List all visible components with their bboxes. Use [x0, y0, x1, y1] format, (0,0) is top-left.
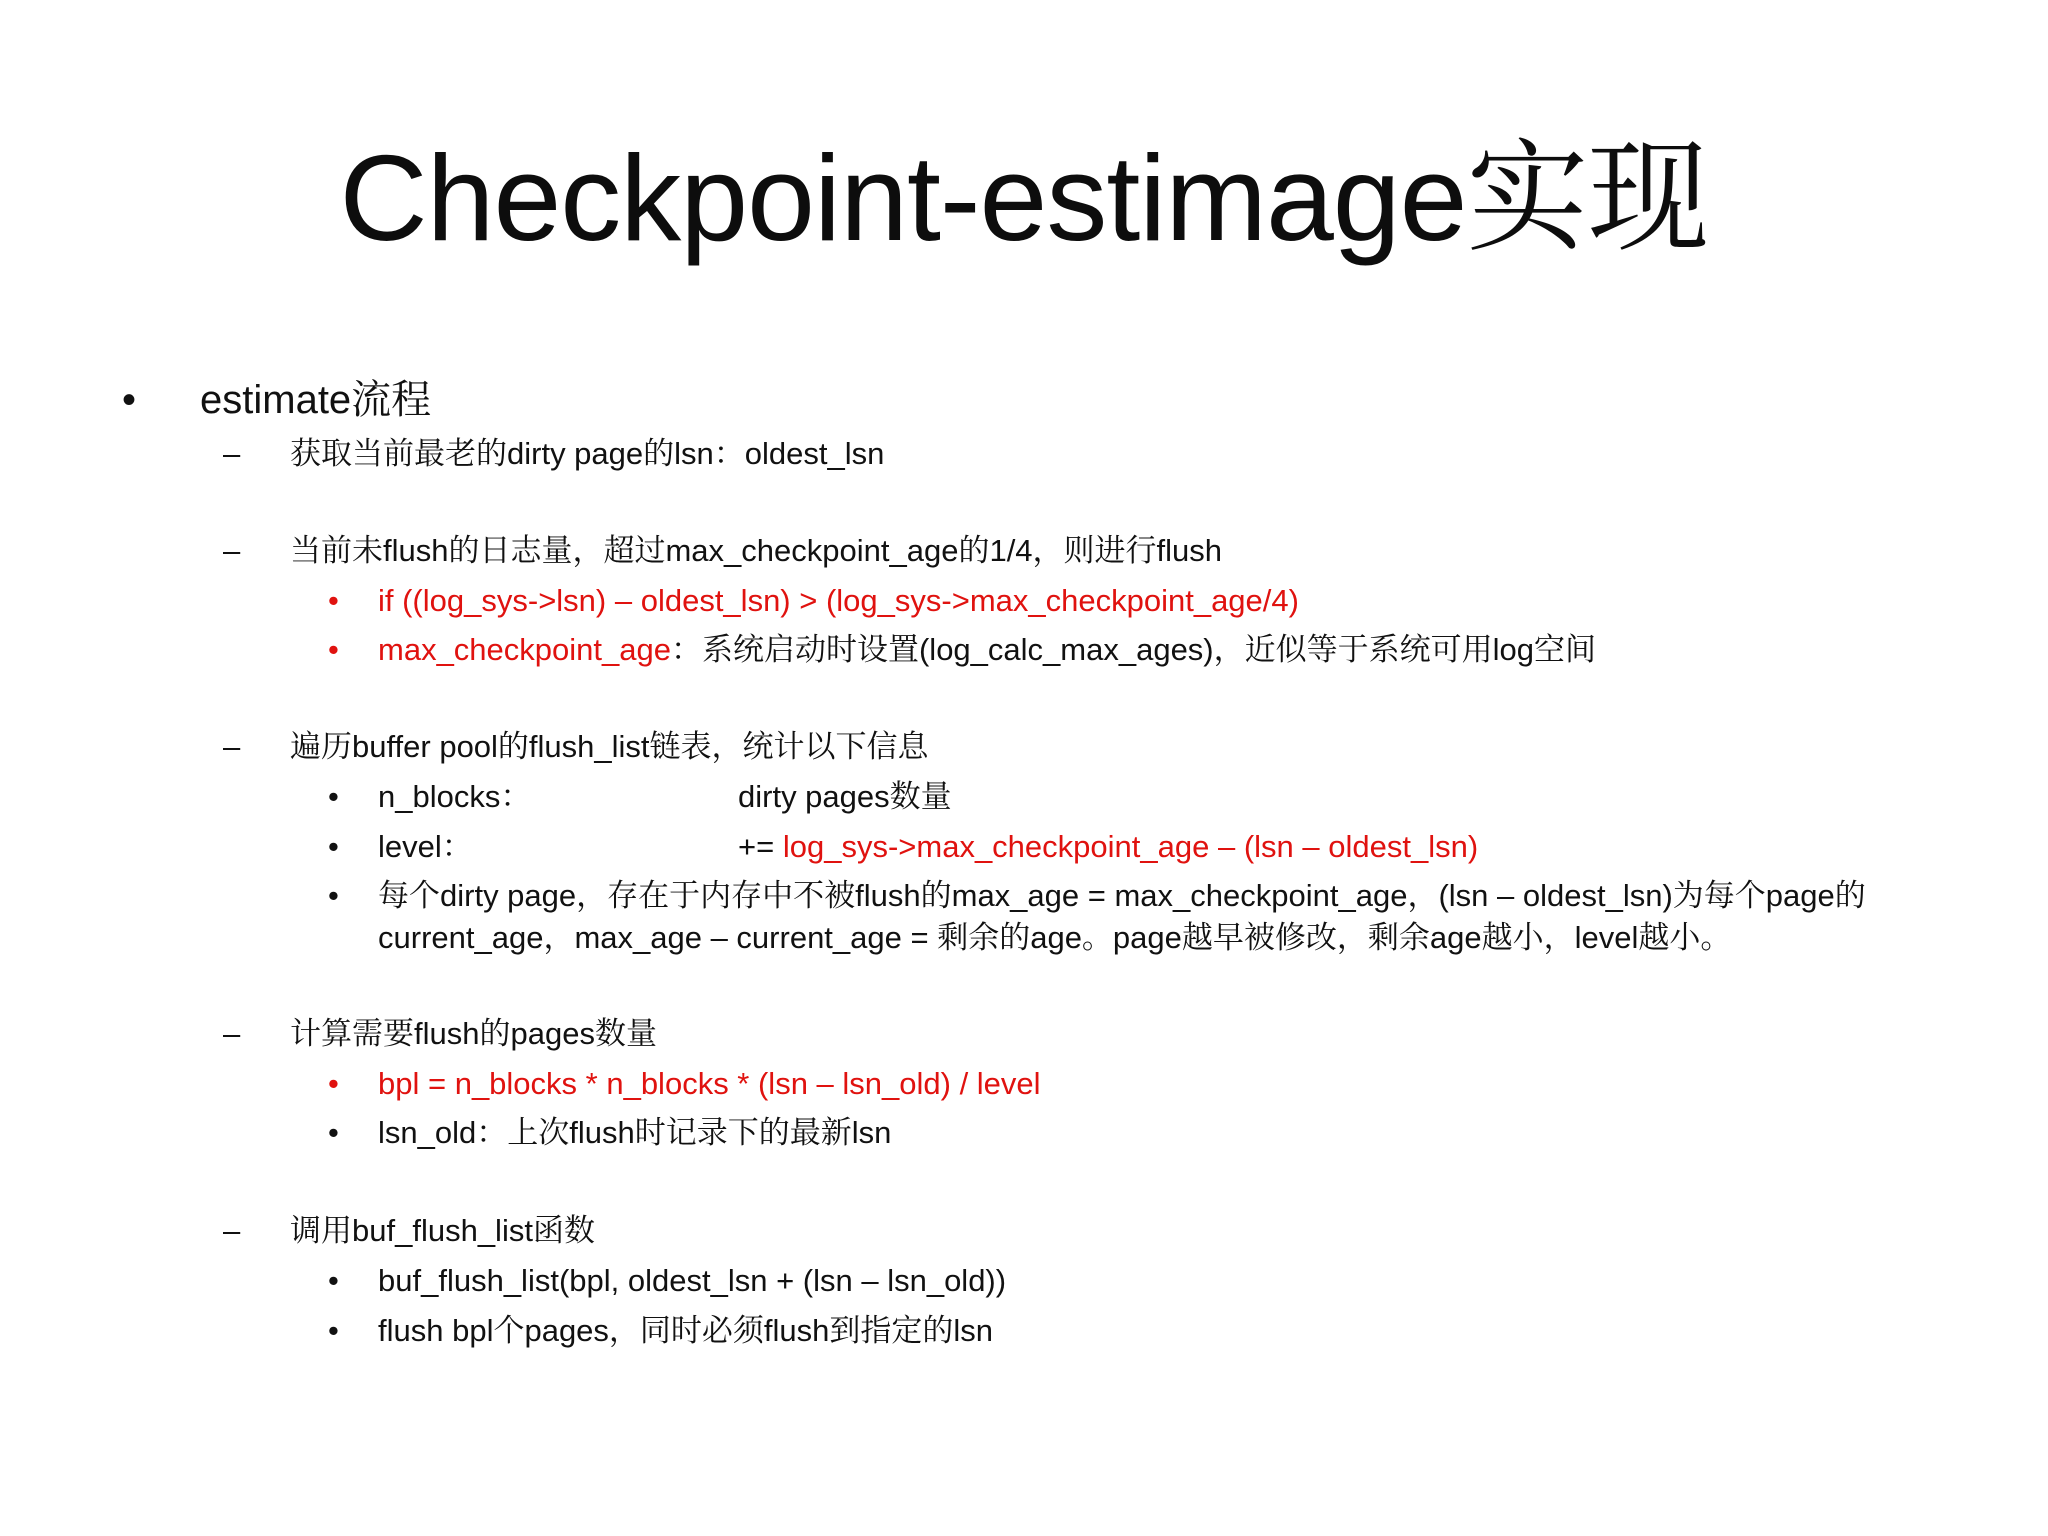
formula-line: bpl = n_blocks * n_blocks * (lsn – lsn_old) / level: [378, 1066, 1041, 1101]
list-item: buf_flush_list(bpl, oldest_lsn + (lsn – lsn_old)): [378, 1263, 1007, 1298]
code-line: if ((log_sys->lsn) – oldest_lsn) > (log_sys->max_checkpoint_age/4): [378, 583, 1299, 618]
step-text: 计算需要flush的pages数量: [290, 1016, 657, 1051]
list-item-line: 每个dirty page，存在于内存中不被flush的max_age = max_checkpoint_age，(lsn – oldest_lsn)为每个page的: [378, 878, 1866, 913]
bullet-marker: •: [328, 632, 339, 667]
step-text: 当前未flush的日志量，超过max_checkpoint_age的1/4，则进行flush: [290, 533, 1223, 568]
dash-marker: –: [223, 436, 241, 471]
bullet-marker: •: [328, 583, 339, 618]
bullet-marker: •: [328, 1066, 339, 1101]
dash-marker: –: [223, 1016, 241, 1051]
list-item: lsn_old：上次flush时记录下的最新lsn: [378, 1115, 892, 1150]
bullet-marker: •: [328, 829, 339, 864]
dash-marker: –: [223, 729, 241, 764]
slide-title: Checkpoint-estimage实现: [339, 130, 1709, 266]
dash-marker: –: [223, 533, 241, 568]
section-heading: estimate流程: [200, 378, 432, 422]
bullet-marker: •: [328, 878, 339, 913]
list-item: [378, 826, 1479, 868]
bullet-marker: •: [328, 1263, 339, 1298]
term-highlight: max_checkpoint_age: [378, 632, 671, 667]
item-value: dirty pages数量: [738, 779, 952, 814]
list-item: flush bpl个pages，同时必须flush到指定的lsn: [378, 1313, 994, 1348]
step-text: 获取当前最老的dirty page的lsn：oldest_lsn: [290, 436, 885, 471]
dash-marker: –: [223, 1213, 241, 1248]
list-item: [378, 629, 1596, 671]
step-text: 遍历buffer pool的flush_list链表，统计以下信息: [290, 729, 929, 764]
bullet-marker: •: [122, 378, 137, 422]
operator: +=: [738, 829, 775, 864]
bullet-marker: •: [328, 779, 339, 814]
list-item: [378, 776, 952, 818]
item-label: level：: [378, 829, 473, 864]
bullet-marker: •: [328, 1313, 339, 1348]
item-label: n_blocks：: [378, 779, 532, 814]
bullet-marker: •: [328, 1115, 339, 1150]
step-text: 调用buf_flush_list函数: [290, 1213, 595, 1248]
list-item-line: current_age，max_age – current_age = 剩余的age。page越早被修改，剩余age越小，level越小。: [378, 920, 1732, 955]
term-description: ：系统启动时设置(log_calc_max_ages)，近似等于系统可用log空间: [670, 632, 1597, 667]
item-value: log_sys->max_checkpoint_age – (lsn – oldest_lsn): [782, 829, 1479, 864]
